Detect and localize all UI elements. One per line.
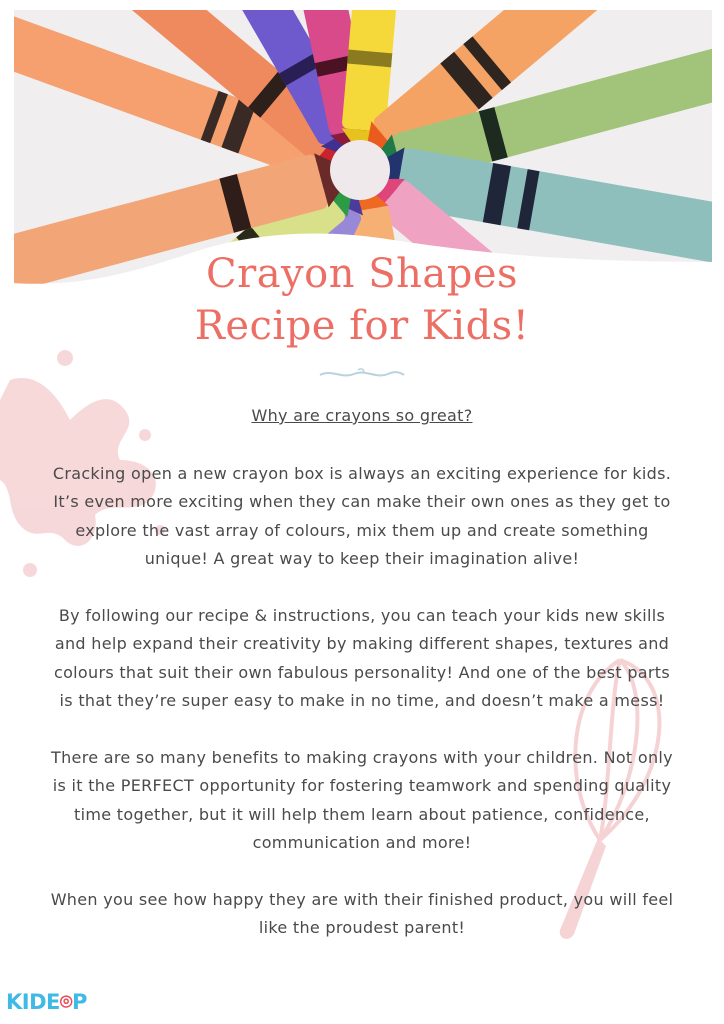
wavy-divider-icon: [318, 366, 406, 385]
kidetop-logo[interactable]: [6, 990, 87, 1015]
paragraph-3: There are so many benefits to making crayons with your children. Not only is it the PERFECT opportunity for fostering teamwork and spending quality time together, but it will help them learn about patience, confidence, communication and more!: [51, 747, 673, 852]
paragraph-2: By following our recipe & instructions, you can teach your kids new skills and help expand their creativity by making different shapes, textures and colours that suit their own fabulous personality! And one of the best parts is that they’re super easy to make in no time, and doesn’t make a mess!: [54, 605, 670, 710]
page-title: [0, 248, 724, 352]
location-pin-icon: ⌾: [59, 990, 72, 1014]
logo-text-1: KIDE: [6, 990, 60, 1014]
title-line-2: Recipe for Kids!: [194, 303, 530, 349]
article-body: [48, 402, 676, 971]
paragraph-1: Cracking open a new crayon box is always an exciting experience for kids. It’s even more exciting when they can make their own ones as they get to explore the vast array of colours, mix them up and create something unique! A great way to keep their imagination alive!: [52, 463, 672, 568]
title-line-1: Crayon Shapes: [205, 251, 519, 297]
paragraph-4: When you see how happy they are with their finished product, you will feel like the proudest parent!: [50, 889, 674, 937]
logo-text-2: P: [71, 990, 87, 1014]
subheading: Why are crayons so great?: [251, 406, 473, 425]
